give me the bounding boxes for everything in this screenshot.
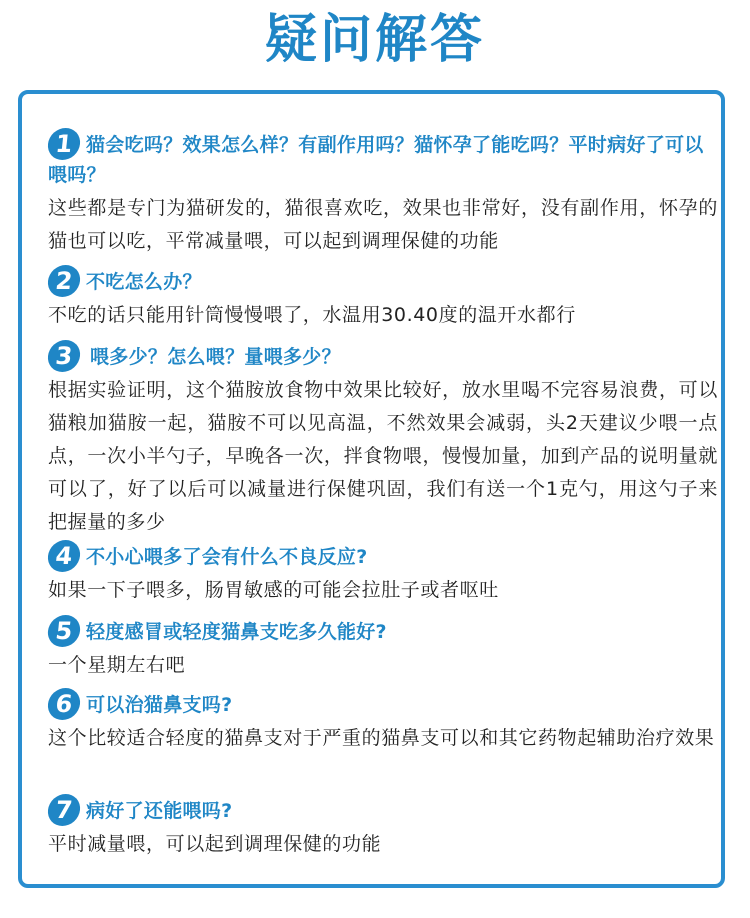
faq-item-2: [48, 267, 718, 332]
question-text: 喂多少？怎么喂？量喂多少？: [90, 346, 341, 368]
number-2-badge: 2: [46, 265, 81, 297]
answer-text: 如果一下子喂多，肠胃敏感的可能会拉肚子或者呕吐: [48, 579, 499, 601]
faq-item-1: [48, 130, 718, 258]
page-title: 疑问解答: [264, 10, 485, 70]
number-5-badge: 5: [46, 615, 81, 647]
answer-text: 这个比较适合轻度的猫鼻支对于严重的猫鼻支可以和其它药物起辅助治疗效果: [48, 727, 715, 749]
number-7-badge: 7: [46, 794, 81, 826]
answer-text: 这些都是专门为猫研发的，猫很喜欢吃，效果也非常好，没有副作用，怀孕的猫也可以吃，平常减量喂，可以起到调理保健的功能: [48, 197, 718, 252]
faq-panel: [18, 90, 725, 888]
faq-item-6: [48, 690, 718, 755]
faq-item-3: [48, 342, 718, 539]
question-text: 不小心喂多了会有什么不良反应?: [86, 546, 368, 568]
faq-item-4: [48, 542, 718, 607]
faq-item-5: [48, 617, 718, 682]
number-6-badge: 6: [46, 688, 81, 720]
number-1-badge: 1: [46, 128, 81, 160]
question-text: 可以治猫鼻支吗?: [86, 694, 233, 716]
question-text: 不吃怎么办？: [86, 271, 202, 293]
number-3-badge: 3: [46, 340, 81, 372]
answer-text: 根据实验证明，这个猫胺放食物中效果比较好，放水里喝不完容易浪费，可以猫粮加猫胺一起，猫胺不可以见高温，不然效果会减弱，头2天建议少喂一点点，一次小半勺子，早晚各一次，拌食物喂，慢慢加量，加到产品的说明量就可以了，好了以后可以减量进行保健巩固，我们有送一个1克勺，用这勺子来把握量的多少: [48, 379, 718, 533]
answer-text: 一个星期左右吧: [48, 654, 186, 676]
faq-item-7: [48, 796, 718, 861]
answer-text: 平时减量喂，可以起到调理保健的功能: [48, 833, 382, 855]
question-text: 病好了还能喂吗?: [86, 800, 233, 822]
number-4-badge: 4: [46, 540, 81, 572]
question-text: 轻度感冒或轻度猫鼻支吃多久能好?: [86, 621, 387, 643]
answer-text: 不吃的话只能用针筒慢慢喂了，水温用30.40度的温开水都行: [48, 304, 576, 326]
question-text: 猫会吃吗？效果怎么样？有副作用吗？猫怀孕了能吃吗？平时病好了可以喂吗？: [48, 134, 704, 186]
